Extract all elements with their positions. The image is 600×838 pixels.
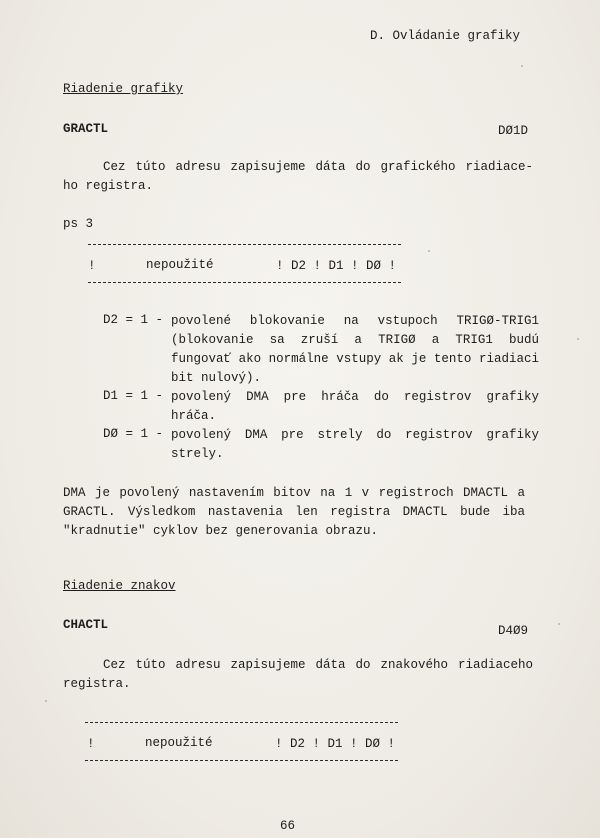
section-heading-graphics: Riadenie grafiky <box>63 82 184 96</box>
def-label-d2: D2 = 1 - <box>103 313 164 327</box>
bit-row-left-mark: ! <box>88 259 96 273</box>
bit-table-bottom-rule <box>88 282 401 283</box>
paper-speck <box>428 250 430 252</box>
bit-row-unused-label: nepoužité <box>146 258 214 272</box>
bit-row-bits-2: ! D2 ! D1 ! DØ ! <box>275 737 396 751</box>
gractl-intro-paragraph: Cez túto adresu zapisujeme dáta do grafického riadiace- ho registra. <box>63 160 533 193</box>
def-label-d1: D1 = 1 - <box>103 389 164 403</box>
register-address-chactl: D4Ø9 <box>497 624 528 638</box>
paper-speck <box>45 700 47 702</box>
bit-table-bottom-rule-2 <box>85 760 398 761</box>
section-heading-chars: Riadenie znakov <box>63 579 176 593</box>
def-text-d2: povolené blokovanie na vstupoch TRIGØ-TRIG1 (blokovanie sa zruší a TRIGØ a TRIG1 budú fungovať ako normálne vstupy ak je tento riadiaci bit nulový). <box>171 314 539 385</box>
paper-speck <box>558 623 560 625</box>
page-number: 66 <box>280 819 296 833</box>
dma-note-paragraph: DMA je povolený nastavením bitov na 1 v registroch DMACTL a GRACTL. Výsledkom nastavenia len registra DMACTL bude iba "kradnutie" cyklov bez generovania obrazu. <box>63 486 525 538</box>
bit-row-left-mark-2: ! <box>87 737 95 751</box>
bit-row-unused-label-2: nepoužité <box>145 736 213 750</box>
paper-speck <box>521 65 523 67</box>
ps-label: ps 3 <box>63 217 94 231</box>
chapter-header: D. Ovládanie grafiky <box>369 29 520 43</box>
paper-speck <box>577 338 579 340</box>
def-text-d0: povolený DMA pre strely do registrov grafiky strely. <box>171 428 539 461</box>
register-name-gractl: GRACTL <box>63 122 109 136</box>
register-address-gractl: DØ1D <box>497 124 528 138</box>
bit-table-top-rule-2 <box>85 722 398 723</box>
def-label-d0: DØ = 1 - <box>103 427 164 441</box>
bit-row-bits: ! D2 ! D1 ! DØ ! <box>276 259 397 273</box>
bit-table-top-rule <box>88 244 401 245</box>
def-text-d1: povolený DMA pre hráča do registrov grafiky hráča. <box>171 390 539 423</box>
chactl-intro-paragraph: Cez túto adresu zapisujeme dáta do znakového riadiaceho registra. <box>63 658 533 691</box>
register-name-chactl: CHACTL <box>63 618 109 632</box>
bit-definitions <box>103 312 543 472</box>
